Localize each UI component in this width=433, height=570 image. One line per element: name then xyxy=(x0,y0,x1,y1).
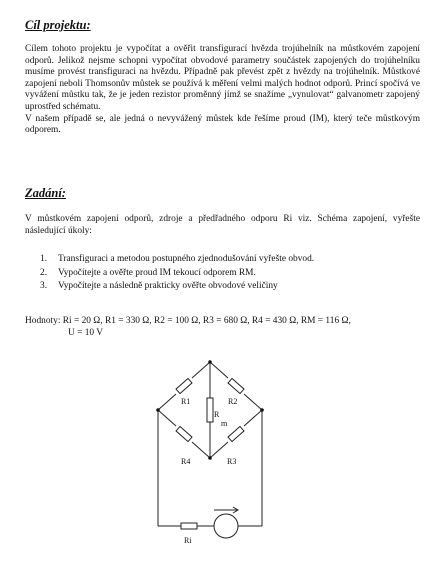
task-list xyxy=(40,253,410,294)
node-right xyxy=(260,408,264,412)
task-number: 3. xyxy=(40,281,48,291)
values-line-2: U = 10 V xyxy=(68,327,104,338)
label-r1: R1 xyxy=(181,397,191,406)
goal-paragraph-2: V našem případě se, ale jedná o nevyvážený můstek kde řešíme proud (IM), který teče můstkovým odporem. xyxy=(25,113,420,136)
wire-r4-upper xyxy=(158,410,176,426)
voltage-source-symbol xyxy=(214,514,238,538)
values-line-1: Hodnoty: Ri = 20 Ω, R1 = 330 Ω, R2 = 100 Ω, R3 = 680 Ω, R4 = 430 Ω, RM = 116 Ω, xyxy=(25,316,351,326)
circuit-schematic xyxy=(0,350,433,570)
wire-r2-upper xyxy=(210,362,228,378)
node-top xyxy=(208,360,212,364)
label-r3: R3 xyxy=(227,457,237,466)
assignment-heading: Zadání: xyxy=(25,186,66,200)
task-item xyxy=(40,267,410,281)
goal-text xyxy=(25,44,420,137)
goal-paragraph-1: Cílem tohoto projektu je vypočítat a ověřit transfigurací hvězda trojúhelník na můstkovém zapojení odporů. Jelikož nejsme schopni vypočítat obvodové parametry součástek zapojených do trojúhelníku musíme provést transfiguraci na hvězdu. Případně pak převést zpět z hvězdy na trojúhelník. Můstkové zapojení neboli Thomsonův můstek se používá k měření velmi malých hodnot odporů. Princí spočívá ve vyvážení můstku tak, že je jeden rezistor proměnný jímž se snažíme „vynulovat“ galvanometr zapojený uprostřed schématu. xyxy=(25,44,420,112)
label-r2: R2 xyxy=(228,397,238,406)
goal-heading: Cíl projektu: xyxy=(25,18,91,32)
node-left xyxy=(156,408,160,412)
wire-r3-lower xyxy=(210,442,228,458)
label-rm: R xyxy=(214,410,220,419)
task-text: Vypočítejte a ověřte proud IM tekoucí odporem RM. xyxy=(58,267,256,278)
label-ri: Ri xyxy=(184,536,192,545)
resistor-ri xyxy=(181,523,197,529)
wire-r3-upper xyxy=(244,410,262,426)
task-number: 2. xyxy=(40,267,48,278)
node-bottom xyxy=(208,456,212,460)
resistor-r2 xyxy=(228,378,244,393)
resistor-r3 xyxy=(228,426,244,441)
task-text: Vypočítejte a následně prakticky ověřte obvodové veličiny xyxy=(58,281,278,291)
wire-r1-lower xyxy=(158,394,176,410)
wire-r4-lower xyxy=(192,442,210,458)
assignment-intro: V můstkovém zapojení odporů, zdroje a předřadného odporu Ri viz. Schéma zapojení, vyřešte následující úkoly: xyxy=(25,214,420,236)
task-item xyxy=(40,280,410,294)
resistor-rm xyxy=(207,398,213,422)
resistor-r1 xyxy=(176,378,192,393)
resistor-r4 xyxy=(176,426,192,441)
task-text: Transfiguraci a metodou postupného zjednodušování vyřešte obvod. xyxy=(58,254,315,264)
task-number: 1. xyxy=(40,254,48,264)
task-item xyxy=(40,253,410,267)
wire-r2-lower xyxy=(244,394,262,410)
wire-r1-upper xyxy=(192,362,210,378)
values-block xyxy=(25,316,425,339)
label-r4: R4 xyxy=(181,457,191,466)
label-rm-subscript: m xyxy=(221,419,228,428)
